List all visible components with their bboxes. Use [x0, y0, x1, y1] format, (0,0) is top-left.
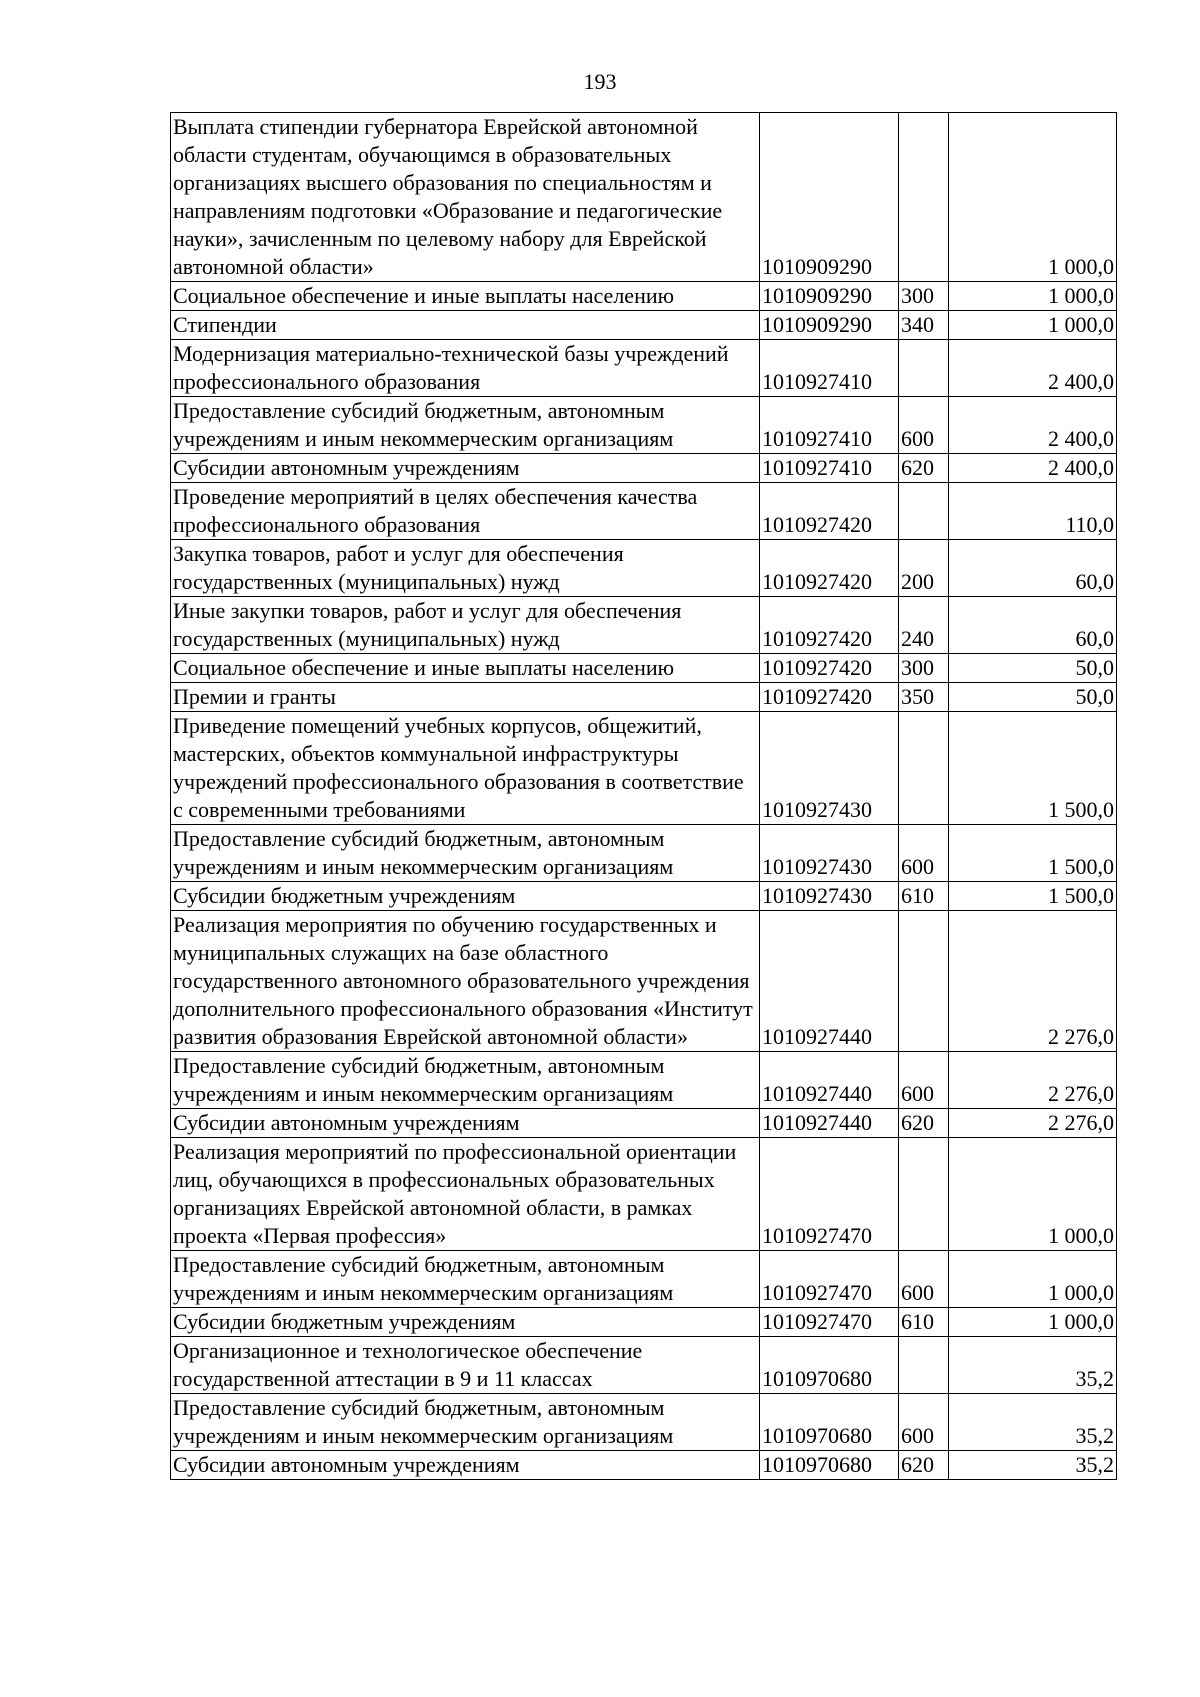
page-number: 193 — [583, 69, 617, 94]
amount-cell: 2 400,0 — [949, 340, 1117, 397]
target-article-code-cell: 1010927430 — [760, 712, 899, 825]
target-article-code-cell: 1010927410 — [760, 340, 899, 397]
target-article-code-cell: 1010927420 — [760, 654, 899, 683]
expense-type-code-cell: 610 — [899, 1308, 949, 1337]
amount-cell: 2 276,0 — [949, 911, 1117, 1052]
amount-cell: 1 500,0 — [949, 825, 1117, 882]
expense-type-code-cell — [899, 483, 949, 540]
target-article-code-cell: 1010927410 — [760, 397, 899, 454]
table-row — [171, 1109, 1117, 1138]
target-article-code-cell: 1010909290 — [760, 282, 899, 311]
table-row — [171, 712, 1117, 825]
table-row — [171, 1394, 1117, 1451]
table-row — [171, 911, 1117, 1052]
amount-cell: 1 500,0 — [949, 712, 1117, 825]
expense-name-cell: Приведение помещений учебных корпусов, общежитий, мастерских, объектов коммунальной инфраструктуры учреждений профессионального образования в соответствие с современными требованиями — [171, 712, 760, 825]
expense-name-cell: Стипендии — [171, 311, 760, 340]
expense-name-cell: Субсидии автономным учреждениям — [171, 1451, 760, 1480]
expense-name-cell: Реализация мероприятий по профессиональной ориентации лиц, обучающихся в профессиональных образовательных организациях Еврейской автономной области, в рамках проекта «Первая профессия» — [171, 1138, 760, 1251]
target-article-code-cell: 1010927420 — [760, 597, 899, 654]
table-row — [171, 340, 1117, 397]
expense-type-code-cell: 200 — [899, 540, 949, 597]
expense-name-cell: Субсидии бюджетным учреждениям — [171, 1308, 760, 1337]
target-article-code-cell: 1010970680 — [760, 1394, 899, 1451]
amount-cell: 2 400,0 — [949, 454, 1117, 483]
table-row — [171, 454, 1117, 483]
table-row — [171, 1251, 1117, 1308]
expense-type-code-cell: 600 — [899, 1251, 949, 1308]
amount-cell: 1 000,0 — [949, 311, 1117, 340]
expense-name-cell: Предоставление субсидий бюджетным, автономным учреждениям и иным некоммерческим организациям — [171, 1251, 760, 1308]
table-row — [171, 113, 1117, 282]
amount-cell: 1 000,0 — [949, 282, 1117, 311]
table-row — [171, 1451, 1117, 1480]
table-row — [171, 654, 1117, 683]
target-article-code-cell: 1010927420 — [760, 540, 899, 597]
target-article-code-cell: 1010970680 — [760, 1337, 899, 1394]
expense-name-cell: Субсидии автономным учреждениям — [171, 454, 760, 483]
target-article-code-cell: 1010927470 — [760, 1251, 899, 1308]
expense-name-cell: Организационное и технологическое обеспечение государственной аттестации в 9 и 11 классах — [171, 1337, 760, 1394]
expense-name-cell: Социальное обеспечение и иные выплаты населению — [171, 654, 760, 683]
target-article-code-cell: 1010927430 — [760, 882, 899, 911]
expense-name-cell: Предоставление субсидий бюджетным, автономным учреждениям и иным некоммерческим организациям — [171, 825, 760, 882]
expense-type-code-cell: 240 — [899, 597, 949, 654]
table-row — [171, 397, 1117, 454]
target-article-code-cell: 1010909290 — [760, 113, 899, 282]
amount-cell: 35,2 — [949, 1394, 1117, 1451]
expense-name-cell: Закупка товаров, работ и услуг для обеспечения государственных (муниципальных) нужд — [171, 540, 760, 597]
expense-name-cell: Премии и гранты — [171, 683, 760, 712]
target-article-code-cell: 1010927440 — [760, 1052, 899, 1109]
expense-type-code-cell: 300 — [899, 282, 949, 311]
expense-type-code-cell — [899, 911, 949, 1052]
target-article-code-cell: 1010970680 — [760, 1451, 899, 1480]
table-row — [171, 1052, 1117, 1109]
target-article-code-cell: 1010927410 — [760, 454, 899, 483]
amount-cell: 2 276,0 — [949, 1052, 1117, 1109]
budget-table-body — [171, 113, 1117, 1480]
target-article-code-cell: 1010909290 — [760, 311, 899, 340]
amount-cell: 2 400,0 — [949, 397, 1117, 454]
expense-name-cell: Иные закупки товаров, работ и услуг для обеспечения государственных (муниципальных) нужд — [171, 597, 760, 654]
amount-cell: 1 000,0 — [949, 1308, 1117, 1337]
amount-cell: 1 500,0 — [949, 882, 1117, 911]
amount-cell: 50,0 — [949, 654, 1117, 683]
table-row — [171, 825, 1117, 882]
expense-type-code-cell — [899, 113, 949, 282]
expense-type-code-cell — [899, 1138, 949, 1251]
amount-cell: 50,0 — [949, 683, 1117, 712]
expense-name-cell: Субсидии бюджетным учреждениям — [171, 882, 760, 911]
expense-type-code-cell: 340 — [899, 311, 949, 340]
table-row — [171, 1337, 1117, 1394]
expense-type-code-cell: 300 — [899, 654, 949, 683]
table-row — [171, 882, 1117, 911]
amount-cell: 1 000,0 — [949, 1251, 1117, 1308]
expense-name-cell: Предоставление субсидий бюджетным, автономным учреждениям и иным некоммерческим организациям — [171, 1394, 760, 1451]
table-row — [171, 597, 1117, 654]
expense-type-code-cell — [899, 712, 949, 825]
table-row — [171, 540, 1117, 597]
amount-cell: 2 276,0 — [949, 1109, 1117, 1138]
table-row — [171, 1138, 1117, 1251]
expense-name-cell: Модернизация материально-технической базы учреждений профессионального образования — [171, 340, 760, 397]
expense-type-code-cell: 600 — [899, 1052, 949, 1109]
amount-cell: 1 000,0 — [949, 113, 1117, 282]
target-article-code-cell: 1010927420 — [760, 683, 899, 712]
target-article-code-cell: 1010927440 — [760, 1109, 899, 1138]
expense-name-cell: Предоставление субсидий бюджетным, автономным учреждениям и иным некоммерческим организациям — [171, 1052, 760, 1109]
amount-cell: 60,0 — [949, 540, 1117, 597]
expense-name-cell: Реализация мероприятия по обучению государственных и муниципальных служащих на базе областного государственного автономного образовательного учреждения дополнительного профессионального образования «Институт развития образования Еврейской автономной области» — [171, 911, 760, 1052]
expense-name-cell: Социальное обеспечение и иные выплаты населению — [171, 282, 760, 311]
expense-type-code-cell — [899, 1337, 949, 1394]
expense-type-code-cell: 620 — [899, 1109, 949, 1138]
amount-cell: 1 000,0 — [949, 1138, 1117, 1251]
target-article-code-cell: 1010927440 — [760, 911, 899, 1052]
expense-type-code-cell — [899, 340, 949, 397]
target-article-code-cell: 1010927420 — [760, 483, 899, 540]
expense-type-code-cell: 600 — [899, 1394, 949, 1451]
amount-cell: 35,2 — [949, 1337, 1117, 1394]
expense-type-code-cell: 610 — [899, 882, 949, 911]
expense-type-code-cell: 620 — [899, 1451, 949, 1480]
table-row — [171, 282, 1117, 311]
amount-cell: 60,0 — [949, 597, 1117, 654]
target-article-code-cell: 1010927430 — [760, 825, 899, 882]
amount-cell: 110,0 — [949, 483, 1117, 540]
expense-type-code-cell: 600 — [899, 397, 949, 454]
expense-type-code-cell: 620 — [899, 454, 949, 483]
target-article-code-cell: 1010927470 — [760, 1308, 899, 1337]
expense-name-cell: Выплата стипендии губернатора Еврейской автономной области студентам, обучающимся в образовательных организациях высшего образования по специальностям и направлениям подготовки «Образование и педагогические науки», зачисленным по целевому набору для Еврейской автономной области» — [171, 113, 760, 282]
amount-cell: 35,2 — [949, 1451, 1117, 1480]
table-row — [171, 683, 1117, 712]
budget-table — [170, 112, 1117, 1480]
table-row — [171, 1308, 1117, 1337]
target-article-code-cell: 1010927470 — [760, 1138, 899, 1251]
expense-name-cell: Предоставление субсидий бюджетным, автономным учреждениям и иным некоммерческим организациям — [171, 397, 760, 454]
expense-name-cell: Проведение мероприятий в целях обеспечения качества профессионального образования — [171, 483, 760, 540]
table-row — [171, 483, 1117, 540]
expense-type-code-cell: 600 — [899, 825, 949, 882]
table-row — [171, 311, 1117, 340]
expense-type-code-cell: 350 — [899, 683, 949, 712]
expense-name-cell: Субсидии автономным учреждениям — [171, 1109, 760, 1138]
